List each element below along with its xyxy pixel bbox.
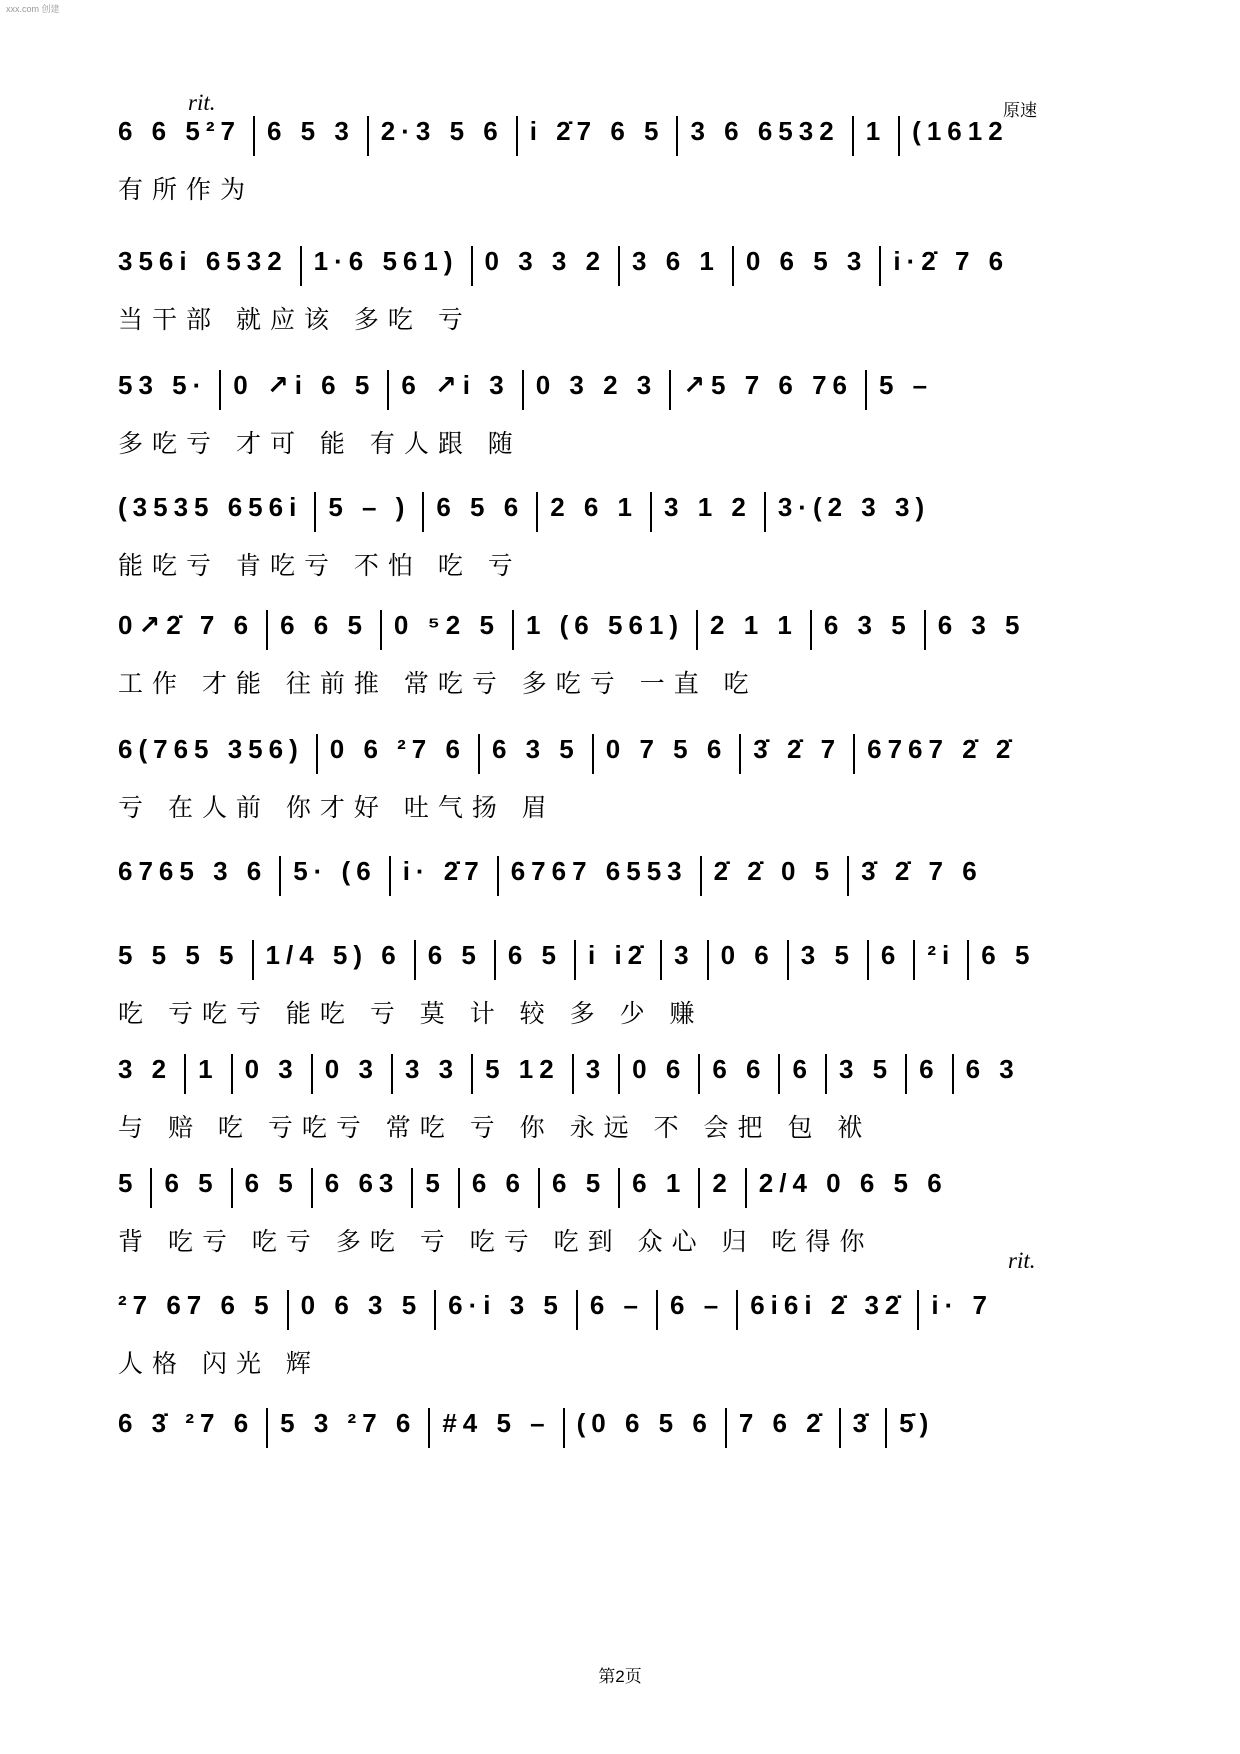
measure: 3 6 1 [620,246,734,286]
notes-row [118,362,1128,410]
measure: 6767 2̇ 2̇ [867,734,1017,764]
staff-system [118,1046,1128,1142]
measure: 0 6 5 3 [734,246,882,286]
measure: 6 [869,940,915,980]
measure: 3 6 6532 [678,116,853,156]
measure: 6 3 5 [480,734,594,774]
measure: 1·6 561) [302,246,473,286]
tempo-mark: 原速 [1003,101,1037,120]
measure: 3 5 [827,1054,907,1094]
measure: 0 6 ²7 6 [318,734,480,774]
measure: 3 [662,940,708,980]
measure: 6 63 [313,1168,414,1208]
measure: 6 5 [416,940,496,980]
lyrics-line: 与 赔 吃 亏吃亏 常吃 亏 你 永远 不 会把 包 袱 [118,1114,872,1142]
measure: 6 5 [540,1168,620,1208]
staff-system [118,1282,1128,1378]
lyrics-line: 工作 才能 往前推 常吃亏 多吃亏 一直 吃 [118,670,758,698]
lyrics-line: 能吃亏 肯吃亏 不怕 吃 亏 [118,552,522,580]
notes-row [118,932,1128,980]
staff-system [118,602,1128,698]
notes-row [118,1400,1128,1448]
measure: 6 5 3 [255,116,369,156]
measure: 2/4 0 6 5 6 [758,1168,948,1198]
notes-row [118,1282,1128,1330]
measure: 0 3 [233,1054,313,1094]
measure: 3 5 [789,940,869,980]
measure: ²7 67 6 5 [118,1290,289,1330]
lyrics-line: 吃 亏吃亏 能吃 亏 莫 计 较 多 少 赚 [118,1000,704,1028]
measure: 6 6 [700,1054,780,1094]
lyrics-line: 当干部 就应该 多吃 亏 [118,306,472,334]
measure: 6 3̇ ²7 6 [118,1408,268,1448]
measure: 3 2 [118,1054,186,1094]
measure: 6·i 3 5 [436,1290,578,1330]
measure: 6 ↗i 3 [389,370,523,410]
measure: 1 [186,1054,232,1094]
notes-row [118,602,1128,650]
notes-row [118,484,1128,532]
measure: 6 [780,1054,826,1094]
measure: 6 1 [620,1168,700,1208]
measure: 0 6 3 5 [289,1290,437,1330]
measure: 6765 3 6 [118,856,281,896]
staff-system [118,108,1128,204]
measure: 2·3 5 6 [369,116,518,156]
measure: 7 6 2̇ [727,1408,841,1448]
measure: 3 1 2 [652,492,766,532]
lyrics-line: 背 吃亏 吃亏 多吃 亏 吃亏 吃到 众心 归 吃得你 [118,1228,874,1256]
measure: 6767 6553 [499,856,702,896]
lyrics-line: 有所作为 [118,176,255,204]
measure: 0 7 5 6 [594,734,742,774]
measure: 6 6 5 [268,610,382,650]
lyrics-line: 多吃亏 才可 能 有人跟 随 [118,430,522,458]
measure: ↗5 7 6 76 [671,370,867,410]
measure: 2 [700,1168,746,1208]
staff-system [118,932,1128,1028]
measure: 53 5· [118,370,221,410]
lyrics-line: 人格 闪光 辉 [118,1350,320,1378]
measure: 6 3 5 [937,610,1026,640]
measure: 3 3 [393,1054,473,1094]
measure: 3·(2 3 3) [777,492,931,522]
measure: 6 – [658,1290,738,1330]
measure: (1612 [912,116,1009,146]
measure: 5̇) [899,1408,935,1438]
staff-system [118,848,1128,944]
measure: i· 2̇7 [391,856,499,896]
measure: 5 – [879,370,934,400]
notes-row [118,108,1128,156]
measure: 6 5 [496,940,576,980]
lyrics-line: 亏 在人前 你才好 吐气扬 眉 [118,794,556,822]
notes-row [118,726,1128,774]
measure: 5 – ) [316,492,424,532]
measure: 5 [413,1168,459,1208]
staff-system [118,484,1128,580]
measure: i 2̇7 6 5 [518,116,679,156]
measure: 5 5 5 5 [118,940,254,980]
measure: 6 – [578,1290,658,1330]
staff-system [118,362,1128,458]
measure: 2 1 1 [698,610,812,650]
measure: 5 12 [473,1054,574,1094]
measure: 5· (6 [281,856,390,896]
measure: 3̇ 2̇ 7 6 [861,856,983,886]
measure: 0 3 2 3 [524,370,672,410]
measure: 6 3 [965,1054,1020,1084]
measure: 6 6 5²7 [118,116,255,156]
staff-system [118,1160,1128,1256]
measure: 6 5 [152,1168,232,1208]
rit-mark-1: rit. [188,90,216,115]
measure: 0 6 [620,1054,700,1094]
measure: 6 [907,1054,953,1094]
measure: 0↗2̇ 7 6 [118,610,268,650]
measure: 6(765 356) [118,734,318,774]
measure: 0 3 3 2 [473,246,621,286]
notes-row [118,1160,1128,1208]
measure: ²i [915,940,969,980]
measure: 3̇ 2̇ 7 [741,734,855,774]
measure: i i2̇ [576,940,662,980]
page-number: 第2页 [598,1667,642,1686]
notes-row [118,848,1128,896]
measure: i·2̇ 7 6 [893,246,1010,276]
staff-system [118,238,1128,334]
measure: 3 [574,1054,620,1094]
measure: 0 3 [313,1054,393,1094]
measure: (3535 656i [118,492,316,532]
measure: 6 5 [233,1168,313,1208]
measure: 5 [118,1168,152,1208]
measure: 0 ⁵2 5 [382,610,514,650]
measure: 0 6 [709,940,789,980]
measure: 6 5 6 [424,492,538,532]
staff-system [118,726,1128,822]
staff-system [118,1400,1128,1496]
measure: 1 [854,116,900,156]
measure: 2̇ 2̇ 0 5 [702,856,850,896]
measure: 5 3 ²7 6 [268,1408,430,1448]
measure: 6 5 [981,940,1036,970]
measure: 6 6 [460,1168,540,1208]
rit-mark-2: rit. [1008,1248,1036,1273]
notes-row [118,238,1128,286]
measure: 1 (6 561) [514,610,698,650]
measure: 356i 6532 [118,246,302,286]
watermark-label: xxx.com 创建 [6,4,60,14]
measure: 0 ↗i 6 5 [221,370,389,410]
measure: #4 5 – [430,1408,564,1448]
measure: 2 6 1 [538,492,652,532]
lyrics-line [118,1462,1128,1496]
notes-row [118,1046,1128,1094]
measure: (0 6 5 6 [565,1408,727,1448]
measure: i· 7 [931,1290,993,1320]
measure: 6i6i 2̇ 32̇ [738,1290,919,1330]
measure: 6 3 5 [812,610,926,650]
measure: 1/4 5) 6 [254,940,416,980]
measure: 3̇ [841,1408,887,1448]
